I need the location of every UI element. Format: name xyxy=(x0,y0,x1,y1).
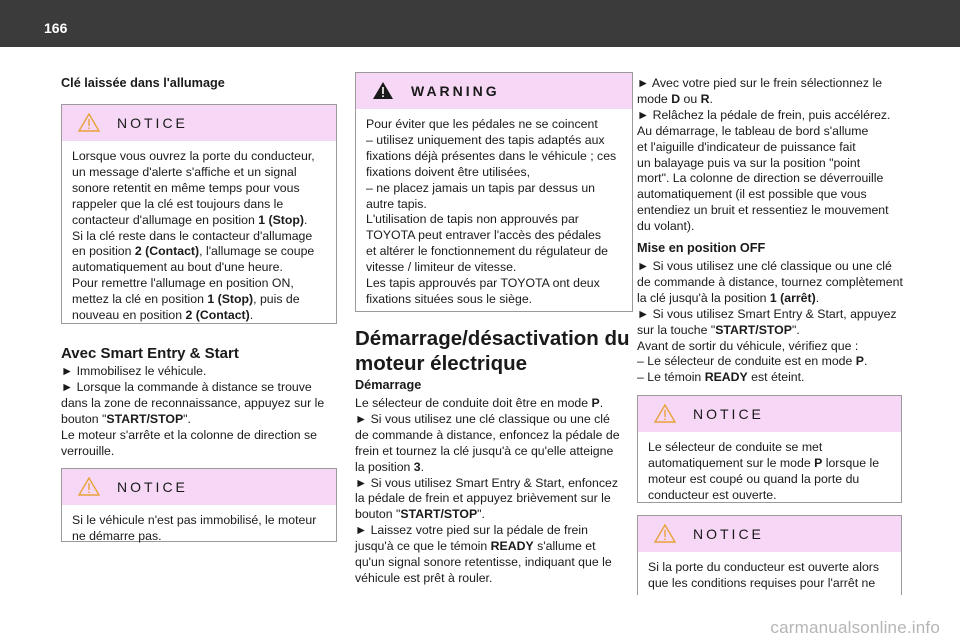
text-line: Si la clé reste dans le contacteur d'allumage xyxy=(72,228,313,243)
text-line: vitesse / limiteur de vitesse. xyxy=(366,260,517,275)
text-line: ► Si vous utilisez Smart Entry & Start, enfoncez xyxy=(355,475,618,490)
text-line: mort". La colonne de direction se déverrouille xyxy=(637,171,884,186)
bold-term: START/STOP xyxy=(106,411,184,426)
text-segment: . xyxy=(709,91,713,106)
drive-mode-text xyxy=(637,76,909,235)
text-segment: – Le témoin xyxy=(637,370,705,385)
text-line: autre tapis. xyxy=(366,196,427,211)
text-line: Pour remettre l'allumage en position ON, xyxy=(72,276,294,291)
notice-header xyxy=(62,469,336,505)
demarrage-text xyxy=(355,396,637,587)
text-line: qu'un signal sonore retentisse, indiquant que le xyxy=(355,555,612,570)
notice-title: NOTICE xyxy=(693,406,764,422)
page-header-bar xyxy=(0,0,960,47)
text-line: de commande à distance, tournez complètement xyxy=(637,274,903,289)
text-line: un balayage puis va sur la position "point xyxy=(637,155,861,170)
text-line: conducteur est ouverte. xyxy=(648,487,777,502)
bold-term: R xyxy=(700,91,710,106)
text-line: frein et tournez la clé jusqu'à ce qu'elle atteigne xyxy=(355,443,614,458)
notice-body xyxy=(62,141,336,324)
text-segment: – Le sélecteur de conduite est en mode xyxy=(637,354,856,369)
text-line: ► Si vous utilisez Smart Entry & Start, appuyez xyxy=(637,306,897,321)
bold-term: 1 (arrêt) xyxy=(769,290,816,305)
text-line: sonore retentit en même temps pour vous xyxy=(72,180,300,195)
heading-start-stop-2: moteur électrique xyxy=(355,352,528,375)
text-segment: ou xyxy=(680,91,701,106)
text-line: et l'aiguille d'indicateur de puissance fait xyxy=(637,139,856,154)
text-line xyxy=(72,292,326,308)
caution-triangle-icon xyxy=(654,404,676,423)
notice-title: NOTICE xyxy=(117,479,188,495)
bold-term: D xyxy=(671,91,681,106)
text-line: et altérer le fonctionnement du régulateur de xyxy=(366,244,608,259)
text-line: Lorsque vous ouvrez la porte du conducteur, xyxy=(72,149,315,163)
text-line: ► Immobilisez le véhicule. xyxy=(61,364,207,378)
text-line xyxy=(355,460,637,476)
heading-start-stop-1: Démarrage/désactivation du xyxy=(355,327,630,350)
text-line xyxy=(72,244,326,260)
notice-header xyxy=(62,105,336,141)
text-line: Au démarrage, le tableau de bord s'allume xyxy=(637,123,869,138)
text-line xyxy=(637,354,909,370)
text-segment: , l'allumage se coupe xyxy=(199,244,315,259)
heading-off: Mise en position OFF xyxy=(637,241,766,255)
text-line: Pour éviter que les pédales ne se coincent xyxy=(366,117,598,131)
text-segment: ". xyxy=(791,322,800,337)
text-line: rappeler que la clé est toujours dans le xyxy=(72,196,284,211)
caution-triangle-icon xyxy=(78,477,100,496)
notice-title: NOTICE xyxy=(693,526,764,542)
smart-entry-text xyxy=(61,364,343,459)
text-line: Le moteur s'arrête et la colonne de direction se xyxy=(61,427,317,442)
warning-box-pedals xyxy=(355,72,633,312)
text-segment: . xyxy=(599,396,604,410)
text-line: Les tapis approuvés par TOYOTA ont deux xyxy=(366,276,600,291)
heading-demarrage: Démarrage xyxy=(355,378,422,392)
text-segment: nouveau en position xyxy=(72,308,186,323)
text-line xyxy=(637,323,909,339)
text-line: automatiquement au bout d'une heure. xyxy=(72,260,283,275)
caution-triangle-icon xyxy=(78,113,100,132)
text-line: Avant de sortir du véhicule, vérifiez que : xyxy=(637,338,859,353)
bold-term: P xyxy=(814,455,823,470)
text-line: ► Si vous utilisez une clé classique ou une clé xyxy=(637,259,892,273)
text-segment: jusqu'à ce que le témoin xyxy=(355,539,491,554)
text-line: ► Laissez votre pied sur la pédale de frein xyxy=(355,523,588,538)
text-line: ne démarre pas. xyxy=(72,528,162,543)
text-segment: ". xyxy=(477,507,485,522)
bold-term: START/STOP xyxy=(400,507,478,522)
text-segment: . xyxy=(249,308,254,323)
text-line xyxy=(637,291,909,307)
text-line: automatiquement (il est possible que vous xyxy=(637,187,867,202)
notice-box-key xyxy=(61,104,337,324)
text-segment: mettez la clé en position xyxy=(72,292,208,307)
bold-term: P xyxy=(855,354,864,369)
text-line: que les conditions requises pour l'arrêt ne xyxy=(648,575,876,590)
watermark: carmanualsonline.info xyxy=(770,618,940,637)
notice-box-immobilise xyxy=(61,468,337,542)
text-line: de commande à distance, enfoncez la pédale de xyxy=(355,427,620,442)
text-segment: Le sélecteur de conduite doit être en mode xyxy=(355,396,592,410)
text-line xyxy=(355,507,637,523)
warning-triangle-icon xyxy=(372,81,394,100)
text-segment: bouton " xyxy=(355,507,401,522)
heading-smart-entry: Avec Smart Entry & Start xyxy=(61,345,239,362)
text-line: la pédale de frein et appuyez brièvement sur le xyxy=(355,491,611,506)
text-line xyxy=(648,456,891,472)
text-line: entendiez un bruit et ressentiez le mouvement xyxy=(637,203,889,218)
notice-title: NOTICE xyxy=(117,115,188,131)
text-line: véhicule est prêt à rouler. xyxy=(355,570,493,585)
text-segment: sur la touche " xyxy=(637,322,716,337)
heading-key-left: Clé laissée dans l'allumage xyxy=(61,76,225,90)
bold-term: P xyxy=(591,396,600,410)
text-line: fixations situées sous le siège. xyxy=(366,291,533,306)
text-line xyxy=(355,539,637,555)
off-text xyxy=(637,259,909,386)
text-line xyxy=(637,92,909,108)
text-line: – utilisez uniquement des tapis adaptés aux xyxy=(366,132,605,147)
notice-box-selector xyxy=(637,395,902,503)
text-line: Si le véhicule n'est pas immobilisé, le moteur xyxy=(72,513,317,527)
text-segment: bouton " xyxy=(61,411,107,426)
text-line: Si la porte du conducteur est ouverte alors xyxy=(648,560,880,574)
page-number: 166 xyxy=(44,20,68,36)
text-line: fixations doivent être utilisées, xyxy=(366,164,531,179)
text-segment: est éteint. xyxy=(747,370,805,385)
notice-header xyxy=(638,396,901,432)
text-line: – ne placez jamais un tapis par dessus un xyxy=(366,180,595,195)
text-line xyxy=(72,213,326,229)
bold-term: 2 (Contact) xyxy=(134,244,200,259)
text-segment: . xyxy=(815,290,820,305)
text-segment: . xyxy=(420,459,425,474)
text-segment: lorsque le xyxy=(822,455,880,470)
text-line: Le sélecteur de conduite se met xyxy=(648,440,823,454)
text-line: TOYOTA peut entraver l'accès des pédales xyxy=(366,228,601,243)
text-line: un message d'alerte s'affiche et un signal xyxy=(72,164,297,179)
text-segment: en position xyxy=(72,244,135,259)
text-segment: automatiquement sur le mode xyxy=(648,455,815,470)
notice-body xyxy=(638,552,901,592)
warning-header xyxy=(356,73,632,109)
notice-body xyxy=(62,505,336,545)
text-line: L'utilisation de tapis non approuvés par xyxy=(366,212,579,227)
text-line: dans la zone de reconnaissance, appuyez sur le xyxy=(61,395,325,410)
text-line: ► Avec votre pied sur le frein sélectionnez le xyxy=(637,76,883,90)
text-segment: ". xyxy=(183,411,191,426)
text-segment: mode xyxy=(637,91,672,106)
text-segment: , puis de xyxy=(253,292,300,307)
warning-title: WARNING xyxy=(411,83,500,99)
text-line: ► Relâchez la pédale de frein, puis accélérez. xyxy=(637,107,891,122)
text-segment: contacteur d'allumage en position xyxy=(72,212,259,227)
bold-term: 2 (Contact) xyxy=(185,308,250,323)
bold-term: START/STOP xyxy=(715,322,792,337)
bold-term: 1 (Stop) xyxy=(258,212,305,227)
text-line xyxy=(61,412,343,428)
bold-term: READY xyxy=(704,370,748,385)
text-line: du volant). xyxy=(637,219,695,234)
text-line: ► Lorsque la commande à distance se trouve xyxy=(61,379,312,394)
notice-box-door xyxy=(637,515,902,595)
bold-term: 3 xyxy=(413,459,421,474)
text-segment: la clé jusqu'à la position xyxy=(637,290,770,305)
text-line: ► Si vous utilisez une clé classique ou une clé xyxy=(355,411,610,426)
text-segment: la position xyxy=(355,459,414,474)
bold-term: 1 (Stop) xyxy=(207,292,254,307)
text-line: moteur est coupé ou quand la porte du xyxy=(648,471,860,486)
warning-body xyxy=(356,109,632,308)
notice-body xyxy=(638,432,901,504)
text-segment: . xyxy=(304,212,308,227)
text-line xyxy=(72,308,326,324)
bold-term: READY xyxy=(490,539,534,554)
text-line: verrouille. xyxy=(61,443,115,458)
text-line: fixations déjà présentes dans le véhicule ; ces xyxy=(366,148,617,163)
text-segment: s'allume et xyxy=(533,539,596,554)
text-line xyxy=(355,396,637,412)
text-line xyxy=(637,370,909,386)
text-segment: . xyxy=(863,354,868,369)
caution-triangle-icon xyxy=(654,524,676,543)
notice-header xyxy=(638,516,901,552)
